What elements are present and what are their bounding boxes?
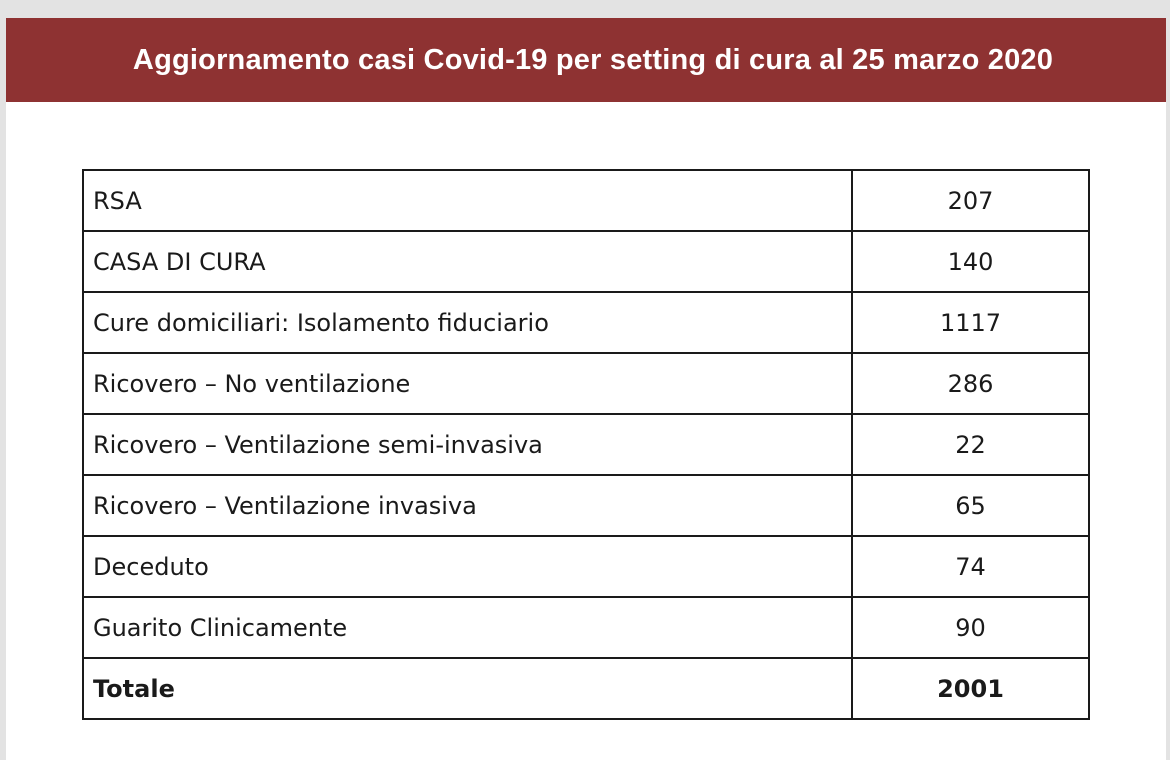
row-label: Ricovero – Ventilazione semi-invasiva <box>83 414 852 475</box>
document-page <box>6 18 1166 760</box>
table-row <box>83 414 1089 475</box>
table-row <box>83 536 1089 597</box>
row-label: Cure domiciliari: Isolamento fiduciario <box>83 292 852 353</box>
table-row <box>83 353 1089 414</box>
table-row <box>83 292 1089 353</box>
row-value: 74 <box>852 536 1089 597</box>
row-label: RSA <box>83 170 852 231</box>
row-label: Guarito Clinicamente <box>83 597 852 658</box>
title-banner <box>6 18 1166 102</box>
page-title: Aggiornamento casi Covid-19 per setting di cura al 25 marzo 2020 <box>132 43 1054 76</box>
row-label: Deceduto <box>83 536 852 597</box>
row-value: 140 <box>852 231 1089 292</box>
row-value: 207 <box>852 170 1089 231</box>
cases-table <box>82 169 1090 720</box>
row-label: CASA DI CURA <box>83 231 852 292</box>
total-row <box>83 658 1089 719</box>
row-value: 90 <box>852 597 1089 658</box>
row-value: 286 <box>852 353 1089 414</box>
total-value: 2001 <box>852 658 1089 719</box>
row-label: Ricovero – Ventilazione invasiva <box>83 475 852 536</box>
row-value: 65 <box>852 475 1089 536</box>
table-row <box>83 231 1089 292</box>
total-label: Totale <box>83 658 852 719</box>
row-value: 1117 <box>852 292 1089 353</box>
table-row <box>83 597 1089 658</box>
table-row <box>83 170 1089 231</box>
row-label: Ricovero – No ventilazione <box>83 353 852 414</box>
row-value: 22 <box>852 414 1089 475</box>
table-row <box>83 475 1089 536</box>
